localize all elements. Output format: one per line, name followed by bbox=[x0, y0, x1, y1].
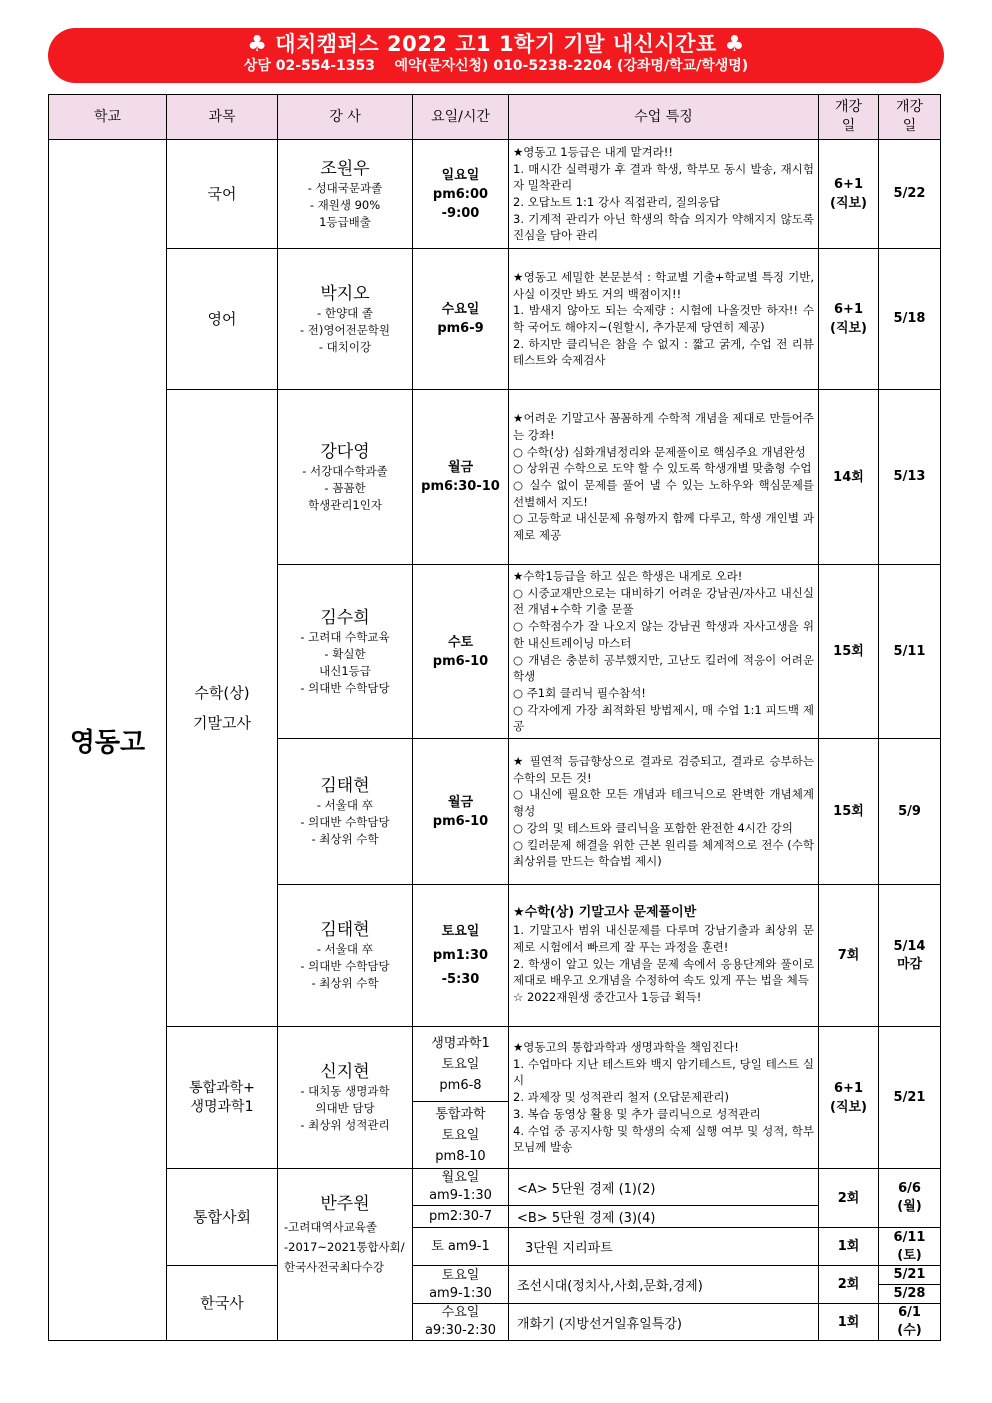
time-cell: 토요일 am9-1:30 bbox=[413, 1266, 509, 1304]
subject-cell: 한국사 bbox=[167, 1266, 278, 1341]
time-cell: 토요일 pm1:30 -5:30 bbox=[413, 885, 509, 1027]
features-heading: ★수학(상) 기말고사 문제풀이반 bbox=[513, 905, 697, 921]
header-school: 학교 bbox=[49, 95, 167, 140]
banner-title-text: 대치캠퍼스 2022 고1 1학기 기말 내신시간표 bbox=[275, 32, 717, 56]
teacher-name: 김태현 bbox=[320, 920, 370, 940]
teacher-cell bbox=[278, 140, 413, 249]
teacher-cell bbox=[278, 565, 413, 739]
header-time: 요일/시간 bbox=[413, 95, 509, 140]
teacher-name: 박지오 bbox=[320, 283, 370, 304]
table-row bbox=[49, 1266, 941, 1285]
start-cell: 5/9 bbox=[879, 739, 941, 885]
time-cell: 월금 pm6:30-10 bbox=[413, 390, 509, 565]
time-cell: 수토 pm6-10 bbox=[413, 565, 509, 739]
table-row bbox=[49, 1169, 941, 1206]
start-cell: 5/28 bbox=[879, 1285, 941, 1304]
features-body: 1. 기말고사 범위 내신문제를 다루며 강남기출과 최상위 문제로 시험에서 빠르게 잘 푸는 과정을 훈련! 2. 학생이 알고 있는 개념을 문제 속에서 응용단계와 풀이로 제대로 배우고 오개념을 수정하여 속도 있게 푸는 법을 체득 ☆ 2022재원생 중간고사 1등급 획득! bbox=[513, 923, 814, 1004]
header-start: 개강 일 bbox=[879, 95, 941, 140]
features-cell: ★영동고 세밀한 본문분석 : 학교별 기출+학교별 특징 기반, 사실 이것만 봐도 거의 백점이지!! 1. 밤새지 않아도 되는 숙제량 : 시험에 나올것만 하자!! 수학 국어도 해야지~(원할시, 추가문제 당연히 제공) 2. 하지만 클리닉은 참을 수 없지 : 짧고 굵게, 수업 전 리뷰테스트와 숙제검사 bbox=[509, 249, 819, 390]
subject-cell: 영어 bbox=[167, 249, 278, 390]
sessions-cell: 2회 bbox=[819, 1169, 879, 1228]
teacher-name: 반주원 bbox=[320, 1193, 370, 1214]
teacher-cell bbox=[278, 739, 413, 885]
time-cell: 생명과학1 토요일 pm6-8 bbox=[413, 1027, 509, 1102]
time-cell: pm2:30-7 bbox=[413, 1206, 509, 1228]
title-banner bbox=[48, 28, 944, 83]
start-cell: 5/21 bbox=[879, 1027, 941, 1169]
start-cell: 5/13 bbox=[879, 390, 941, 565]
content-cell: <B> 5단원 경제 (3)(4) bbox=[509, 1206, 819, 1228]
teacher-cell bbox=[278, 249, 413, 390]
features-cell bbox=[509, 885, 819, 1027]
features-cell: ★영동고 1등급은 내게 맡겨라!! 1. 매시간 실력평가 후 결과 학생, 학부모 동시 발송, 재시험자 밀착관리 2. 오답노트 1:1 강사 직접관리, 질의응답 3. 기계적 관리가 아닌 학생의 학습 의지가 약해지지 않도록 진심을 담아 관리 bbox=[509, 140, 819, 249]
features-cell: ★수학1등급을 하고 싶은 학생은 내게로 오라! ○ 시중교재만으로는 대비하기 어려운 강남권/자사고 내신실전 개념+수학 기출 문풀 ○ 수학점수가 잘 나오지 않는 강남권 학생과 자사고생을 위한 내신트레이닝 마스터 ○ 개념은 충분히 공부했지만, 고난도 킬러에 적응이 어려운 학생 ○ 주1회 클리닉 필수참석! ○ 각자에게 가장 최적화된 방법제시, 매 수업 1:1 피드백 제공 bbox=[509, 565, 819, 739]
table-row bbox=[49, 140, 941, 249]
teacher-name: 강다영 bbox=[320, 441, 370, 462]
subject-cell: 국어 bbox=[167, 140, 278, 249]
teacher-cell bbox=[278, 1169, 413, 1341]
header-features: 수업 특징 bbox=[509, 95, 819, 140]
table-row bbox=[49, 390, 941, 565]
teacher-name: 김수희 bbox=[320, 607, 370, 628]
banner-title bbox=[48, 28, 944, 57]
club-icon: ♣ bbox=[724, 32, 745, 57]
time-cell: 수요일 a9:30-2:30 bbox=[413, 1304, 509, 1341]
teacher-info: - 성대국문과졸 - 재원생 90% 1등급배출 bbox=[307, 180, 383, 229]
sessions-cell: 2회 bbox=[819, 1266, 879, 1304]
sessions-cell: 15회 bbox=[819, 565, 879, 739]
teacher-info: - 서울대 卒 - 의대반 수학담당 - 최상위 수학 bbox=[300, 942, 390, 990]
time-cell: 월금 pm6-10 bbox=[413, 739, 509, 885]
teacher-info: - 서강대수학과졸 - 꼼꼼한 학생관리1인자 bbox=[302, 463, 388, 512]
start-cell: 5/14 마감 bbox=[879, 885, 941, 1027]
schedule-table bbox=[48, 94, 941, 1341]
sessions-cell: 1회 bbox=[819, 1304, 879, 1341]
table-row bbox=[49, 249, 941, 390]
sessions-cell: 6+1 (직보) bbox=[819, 1027, 879, 1169]
teacher-cell bbox=[278, 885, 413, 1027]
header-subject: 과목 bbox=[167, 95, 278, 140]
features-cell: ★어려운 기말고사 꼼꼼하게 수학적 개념을 제대로 만들어주는 강좌! ○ 수학(상) 심화개념정리와 문제풀이로 핵심주요 개념완성 ○ 상위권 수학으로 도약 할 수 있도록 학생개별 맞춤형 수업 ○ 실수 없이 문제를 풀어 낼 수 있는 노하우와 핵심문제를 선별해서 지도! ○ 고등학교 내신문제 유형까지 함께 다루고, 학생 개인별 과제로 제공 bbox=[509, 390, 819, 565]
start-cell: 6/11 (토) bbox=[879, 1228, 941, 1266]
time-cell: 수요일 pm6-9 bbox=[413, 249, 509, 390]
time-cell: 월요일 am9-1:30 bbox=[413, 1169, 509, 1206]
teacher-info: - 고려대 수학교육 - 확실한 내신1등급 - 의대반 수학담당 bbox=[300, 629, 390, 695]
header-teacher: 강 사 bbox=[278, 95, 413, 140]
teacher-info: -고려대역사교육졸 -2017~2021통합사회/한국사전국최다수강 bbox=[284, 1219, 405, 1274]
sessions-cell: 6+1 (직보) bbox=[819, 249, 879, 390]
teacher-name: 김태현 bbox=[320, 776, 370, 796]
teacher-cell bbox=[278, 390, 413, 565]
header-row bbox=[49, 95, 941, 140]
club-icon: ♣ bbox=[247, 32, 268, 57]
header-sessions: 개강 일 bbox=[819, 95, 879, 140]
sessions-cell: 15회 bbox=[819, 739, 879, 885]
sessions-cell: 6+1 (직보) bbox=[819, 140, 879, 249]
start-cell: 5/21 bbox=[879, 1266, 941, 1285]
banner-contact: 상담 02-554-1353 예약(문자신청) 010-5238-2204 (강좌명/학교/학생명) bbox=[243, 58, 749, 74]
teacher-info: - 한양대 졸 - 전)영어전문학원 - 대치이강 bbox=[299, 305, 391, 354]
start-cell: 5/11 bbox=[879, 565, 941, 739]
teacher-cell bbox=[278, 1027, 413, 1169]
start-cell: 6/1 (수) bbox=[879, 1304, 941, 1341]
time-cell: 통합과학 토요일 pm8-10 bbox=[413, 1102, 509, 1169]
school-name: 영동고 bbox=[49, 140, 167, 1341]
start-cell: 5/22 bbox=[879, 140, 941, 249]
subject-cell: 통합사회 bbox=[167, 1169, 278, 1266]
time-cell: 토 am9-1 bbox=[413, 1228, 509, 1266]
sessions-cell: 7회 bbox=[819, 885, 879, 1027]
teacher-name: 신지현 bbox=[320, 1062, 370, 1082]
sessions-cell: 1회 bbox=[819, 1228, 879, 1266]
features-cell: ★영동고의 통합과학과 생명과학을 책임진다! 1. 수업마다 지난 테스트와 백지 암기테스트, 당일 테스트 실시 2. 과제장 및 성적관리 철저 (오답문제관리) 3. 복습 동영상 활용 및 추가 클리닉으로 성적관리 4. 수업 중 공지사항 및 학생의 숙제 실행 여부 및 성적, 학부모님께 발송 bbox=[509, 1027, 819, 1169]
time-cell: 일요일 pm6:00 -9:00 bbox=[413, 140, 509, 249]
subject-cell: 통합과학+ 생명과학1 bbox=[167, 1027, 278, 1169]
sessions-cell: 14회 bbox=[819, 390, 879, 565]
features-cell: ★ 필연적 등급향상으로 결과로 검증되고, 결과로 승부하는 수학의 모든 것! ○ 내신에 필요한 모든 개념과 테크닉으로 완벽한 개념체계 형성 ○ 강의 및 테스트와 클리닉을 포함한 완전한 4시간 강의 ○ 킬러문제 해결을 위한 근본 원리를 체계적으로 전수 (수학 최상위를 만드는 학습법 제시) bbox=[509, 739, 819, 885]
subject-cell: 수학(상) 기말고사 bbox=[167, 390, 278, 1027]
teacher-info: - 서울대 卒 - 의대반 수학담당 - 최상위 수학 bbox=[300, 798, 390, 846]
teacher-info: - 대치동 생명과학 의대반 담당 - 최상위 성적관리 bbox=[300, 1084, 390, 1132]
teacher-name: 조원우 bbox=[320, 158, 370, 179]
table-row bbox=[49, 1027, 941, 1102]
content-cell: 조선시대(정치사,사회,문화,경제) bbox=[509, 1266, 819, 1304]
content-cell: 3단원 지리파트 bbox=[509, 1228, 819, 1266]
content-cell: <A> 5단원 경제 (1)(2) bbox=[509, 1169, 819, 1206]
start-cell: 5/18 bbox=[879, 249, 941, 390]
start-cell: 6/6 (월) bbox=[879, 1169, 941, 1228]
content-cell: 개화기 (지방선거일휴일특강) bbox=[509, 1304, 819, 1341]
